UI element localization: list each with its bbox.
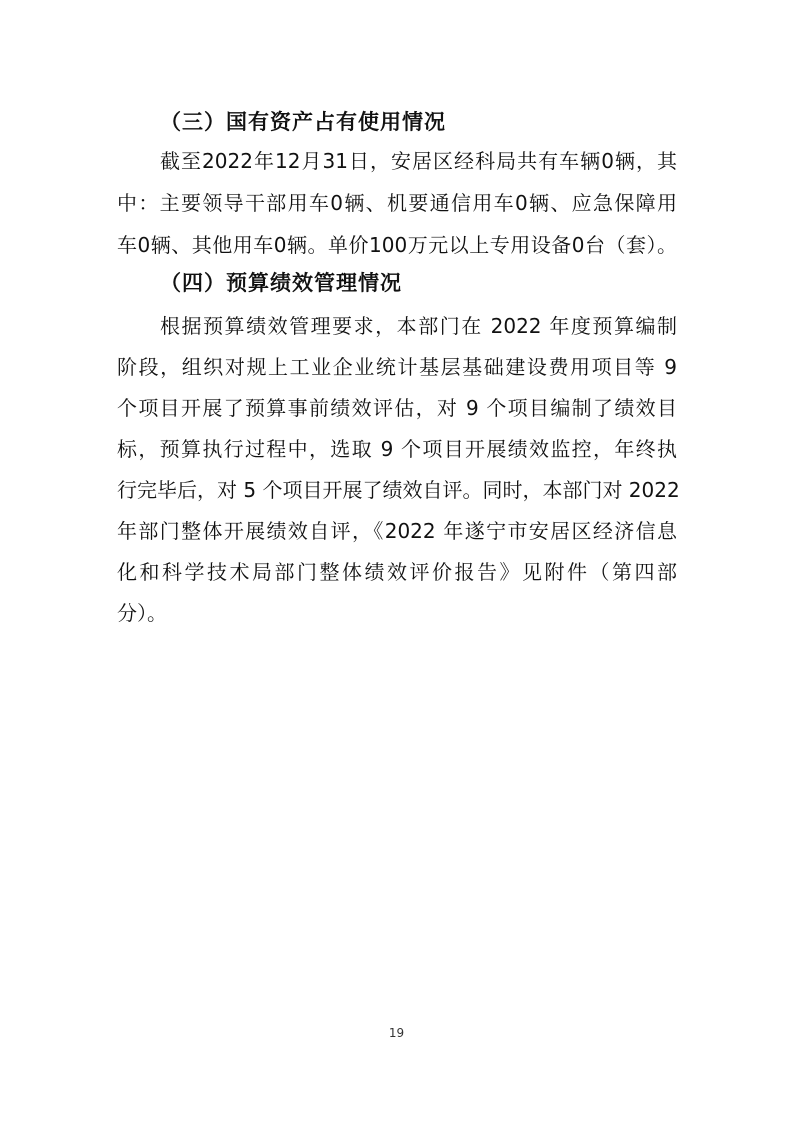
section-3-line-1: 截至2022年12月31日，安居区经科局共有车辆0辆，其: [160, 149, 677, 173]
section-4-line-5: 行完毕后，对 5 个项目开展了绩效自评。同时，本部门对 2022: [117, 478, 680, 502]
section-3-line-2: 中：主要领导干部用车0辆、机要通信用车0辆、应急保障用: [117, 191, 677, 215]
page-number: 19: [388, 1026, 405, 1040]
section-4-line-4: 标，预算执行过程中，选取 9 个项目开展绩效监控，年终执: [117, 437, 677, 461]
section-4-heading: （四）预算绩效管理情况: [160, 271, 402, 295]
section-4-line-8: 分）。: [117, 601, 167, 625]
section-4-line-1: 根据预算绩效管理要求，本部门在 2022 年度预算编制: [160, 314, 677, 338]
section-4-line-7: 化和科学技术局部门整体绩效评价报告》见附件（第四部: [117, 560, 677, 584]
section-3-line-3: 车0辆、其他用车0辆。单价100万元以上专用设备0台（套）。: [117, 233, 677, 257]
section-4-line-2: 阶段，组织对规上工业企业统计基层基础建设费用项目等 9: [117, 355, 677, 379]
section-3-heading: （三）国有资产占有使用情况: [160, 110, 446, 134]
section-4-line-6: 年部门整体开展绩效自评，《2022 年遂宁市安居区经济信息: [117, 519, 677, 543]
section-4-line-3: 个项目开展了预算事前绩效评估，对 9 个项目编制了绩效目: [117, 396, 677, 420]
